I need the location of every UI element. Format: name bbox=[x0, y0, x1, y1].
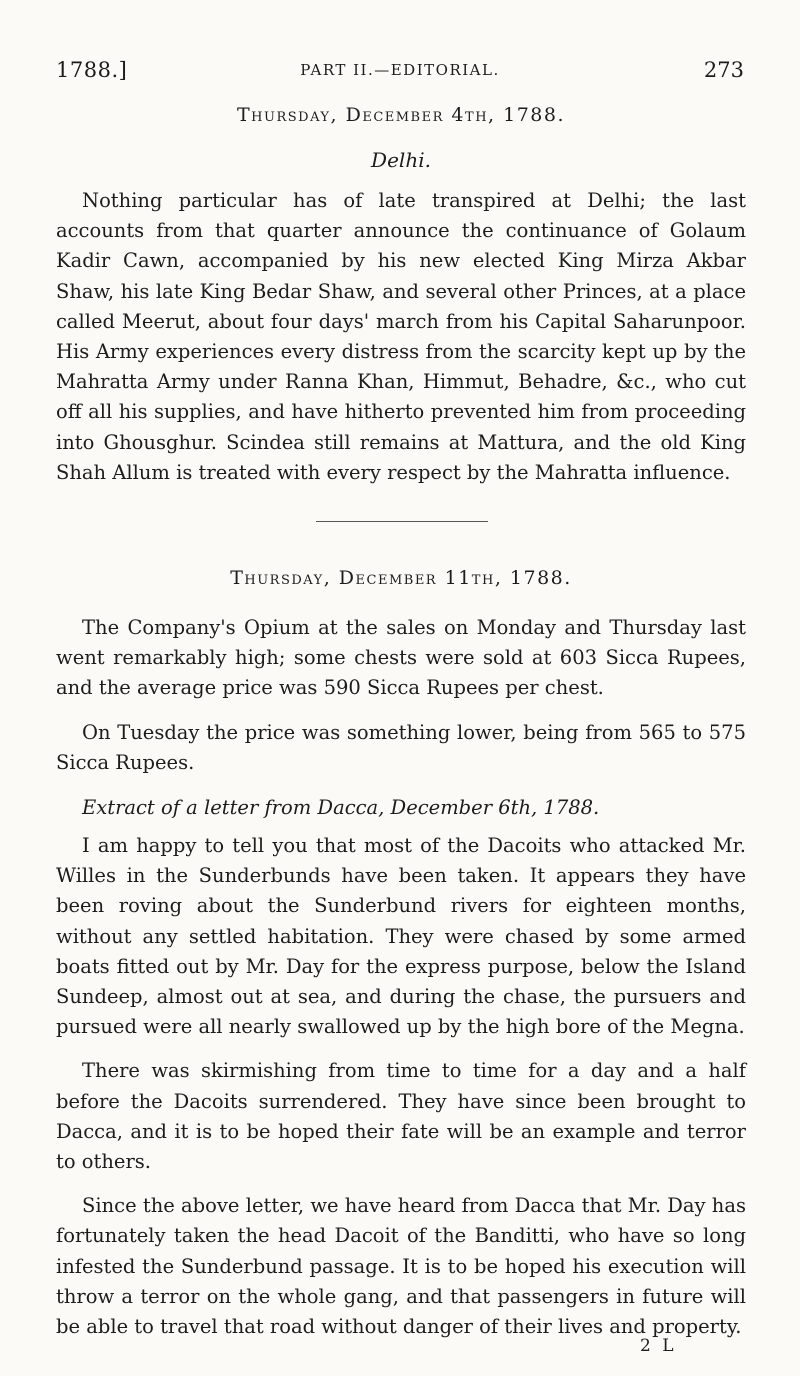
paragraph: I am happy to tell you that most of the Dacoits who attacked Mr. Willes in the Sunderbunds have been taken. It appears they have been roving about the Sunderbund rivers for eighteen months, without any settled habitation. They were chased by some armed boats fitted out by Mr. Day for the express purpose, below the Island Sundeep, almost out at sea, and during the chase, the pursuers and pursued were all nearly swallowed up by the high bore of the Megna. bbox=[56, 834, 746, 1039]
section-divider bbox=[316, 521, 488, 522]
section-heading: Thursday, December 11th, 1788. bbox=[230, 567, 572, 589]
running-head-year: 1788.] bbox=[56, 58, 128, 82]
paragraph: Since the above letter, we have heard from Dacca that Mr. Day has fortunately taken the head Dacoit of the Banditti, who have so long infested the Sunderbund passage. It is to be hoped his execution will throw a terror on the whole gang, and that passengers in future will be able to travel that road without danger of their lives and property. bbox=[56, 1194, 746, 1339]
section-december-4th bbox=[56, 104, 746, 488]
section-heading: Thursday, December 4th, 1788. bbox=[236, 104, 565, 126]
paragraph: The Company's Opium at the sales on Monday and Thursday last went remarkably high; some chests were sold at 603 Sicca Rupees, and the average price was 590 Sicca Rupees per chest. bbox=[56, 616, 746, 700]
extract-heading: Extract of a letter from Dacca, December 6th, 1788. bbox=[82, 796, 600, 820]
running-head bbox=[56, 58, 744, 88]
section-december-11th bbox=[56, 567, 746, 1342]
running-head-title: PART II.—EDITORIAL. bbox=[300, 61, 500, 79]
paragraph: Nothing particular has of late transpired at Delhi; the last accounts from that quarter announce the continuance of Golaum Kadir Cawn, accompanied by his new elected King Mirza Akbar Shaw, his late King Bedar Shaw, and several other Princes, at a place called Meerut, about four days' march from his Capital Saharunpoor. His Army experiences every distress from the scarcity kept up by the Mahratta Army under Ranna Khan, Himmut, Behadre, &c., who cut off all his supplies, and have hitherto prevented him from proceeding into Ghousghur. Scindea still remains at Mattura, and the old King Shah Allum is treated with every respect by the Mahratta influence. bbox=[56, 189, 746, 484]
paragraph: On Tuesday the price was something lower, being from 565 to 575 Sicca Rupees. bbox=[56, 720, 746, 774]
section-subheading: Delhi. bbox=[371, 148, 431, 172]
signature-mark: 2 L bbox=[640, 1336, 677, 1356]
page-number: 273 bbox=[703, 58, 744, 82]
paragraph: There was skirmishing from time to time for a day and a half before the Dacoits surrendered. They have since been brought to Dacca, and it is to be hoped their fate will be an example and terror to others. bbox=[56, 1059, 746, 1174]
